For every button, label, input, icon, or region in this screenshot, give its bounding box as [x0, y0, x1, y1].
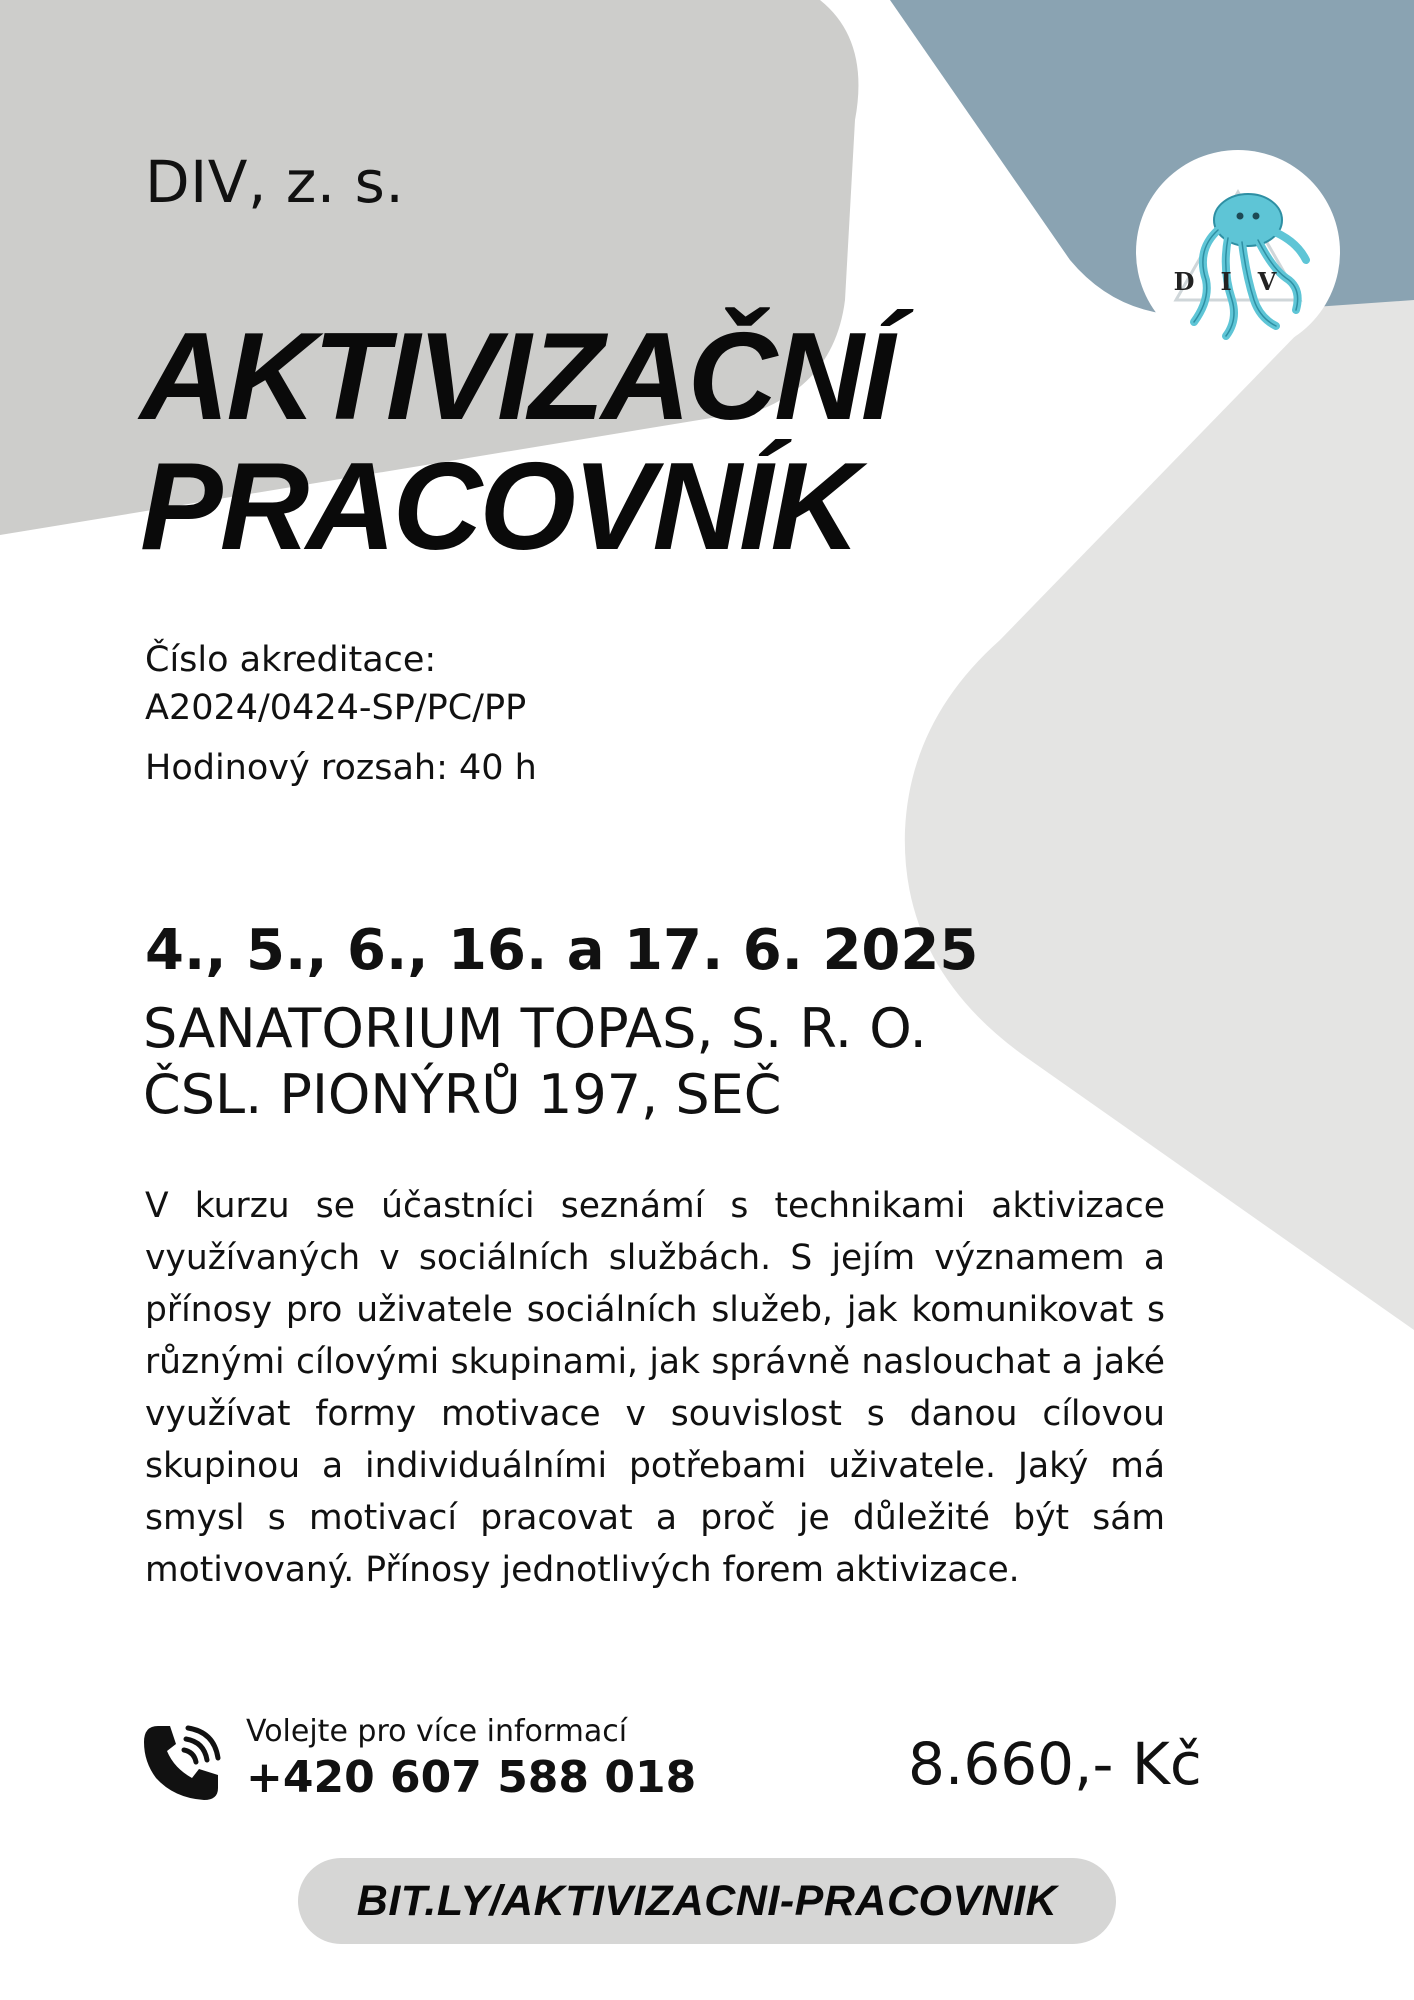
- accreditation-number: A2024/0424-SP/PC/PP: [145, 688, 527, 728]
- grey-shape-right: [905, 290, 1414, 1330]
- venue-name: SANATORIUM TOPAS, S. R. O.: [143, 997, 927, 1060]
- course-description: V kurzu se účastníci seznámí s technikami aktivizace využívaných v sociálních službách. S jejím významem a přínosy pro uživatele sociálních služeb, jak komunikovat s různými cílovými skupinami, jak správně naslouchat a jaké využívat formy motivace v souvislost s danou cílovou skupinou a individuálními potřebami uživatele. Jaký má smysl s motivací pracovat a proč je důležité být sám motivovaný. Přínosy jednotlivých forem aktivizace.: [145, 1186, 1165, 1590]
- div-logo: [1136, 150, 1340, 354]
- accreditation-label: Číslo akreditace:: [145, 640, 437, 680]
- course-title: [140, 308, 893, 576]
- venue: [143, 996, 927, 1128]
- venue-address: ČSL. PIONÝRŮ 197, SEČ: [143, 1063, 782, 1126]
- phone-call-icon: [140, 1720, 226, 1806]
- course-price: 8.660,- Kč: [908, 1730, 1202, 1798]
- logo-text: DIV: [1173, 267, 1303, 296]
- registration-link-text[interactable]: BIT.LY/AKTIVIZACNI-PRACOVNIK: [356, 1876, 1058, 1925]
- course-title-line-1: AKTIVIZAČNÍ: [140, 308, 893, 446]
- organization-name: DIV, z. s.: [145, 148, 405, 216]
- course-hours: Hodinový rozsah: 40 h: [145, 748, 537, 788]
- contact-label: Volejte pro více informací: [246, 1714, 628, 1749]
- course-dates: 4., 5., 6., 16. a 17. 6. 2025: [145, 918, 979, 983]
- course-title-line-2: PRACOVNÍK: [140, 438, 858, 576]
- registration-link[interactable]: [298, 1858, 1116, 1944]
- accreditation-info: [145, 636, 537, 792]
- contact-phone-number[interactable]: +420 607 588 018: [246, 1752, 697, 1803]
